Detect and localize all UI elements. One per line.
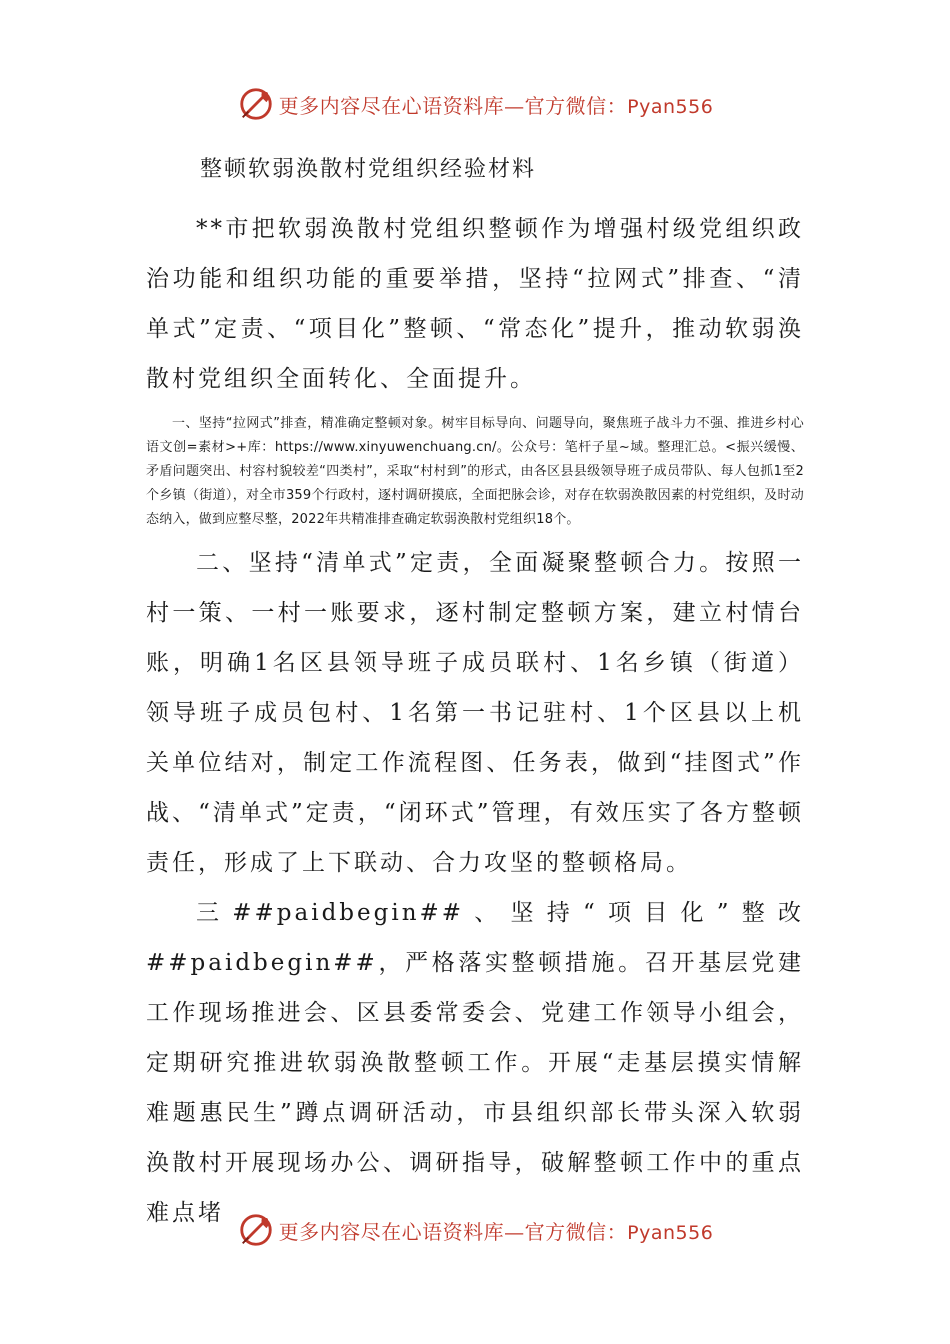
section-two-paragraph: 二、坚持“清单式”定责，全面凝聚整顿合力。按照一村一策、一村一账要求，逐村制定整顿方案，建立村情台账，明确1名区县领导班子成员联村、1名乡镇（街道）领导班子成员包村、1名第一书记驻村、1个区县以上机关单位结对，制定工作流程图、任务表，做到“挂图式”作战、“清单式”定责，“闭环式”管理，有效压实了各方整顿责任，形成了上下联动、合力攻坚的整顿格局。	[146, 550, 804, 876]
banner-text: 更多内容尽在心语资料库—官方微信：Pyan556	[278, 93, 714, 118]
banner-text: 更多内容尽在心语资料库—官方微信：Pyan556	[278, 1219, 714, 1244]
document-title: 整顿软弱涣散村党组织经验材料	[200, 157, 537, 182]
document-body	[146, 150, 804, 1238]
quill-seal-logo-icon	[237, 1211, 275, 1249]
intro-paragraph: **市把软弱涣散村党组织整顿作为增强村级党组织政治功能和组织功能的重要举措，坚持“拉网式”排查、“清单式”定责、“项目化”整顿、“常态化”提升，推动软弱涣散村党组织全面转化、全面提升。	[146, 216, 804, 392]
header-watermark-banner	[0, 84, 950, 124]
quill-seal-logo-icon	[237, 85, 275, 123]
section-one-paragraph: 一、坚持“拉网式”排查，精准确定整顿对象。树牢目标导向、问题导向，聚焦班子战斗力不强、推进乡村心语文创=素材>+库：https://www.xinyuwenchuang.cn/。公众号：笔杆子星~域。整理汇总。<振兴缓慢、矛盾问题突出、村容村貌较差“四类村”，采取“村村到”的形式，由各区县县级领导班子成员带队、每人包抓1至2个乡镇（街道），对全市359个行政村，逐村调研摸底，全面把脉会诊，对存在软弱涣散因素的村党组织，及时动态纳入，做到应整尽整，2022年共精准排查确定软弱涣散村党组织18个。	[146, 416, 804, 527]
section-three-paragraph: 三##paidbegin##、坚持“项目化”整改##paidbegin##，严格落实整顿措施。召开基层党建工作现场推进会、区县委常委会、党建工作领导小组会，定期研究推进软弱涣散整顿工作。开展“走基层摸实情解难题惠民生”蹲点调研活动，市县组织部长带头深入软弱涣散村开展现场办公、调研指导，破解整顿工作中的重点难点堵	[146, 900, 804, 1226]
footer-watermark-banner	[0, 1210, 950, 1250]
